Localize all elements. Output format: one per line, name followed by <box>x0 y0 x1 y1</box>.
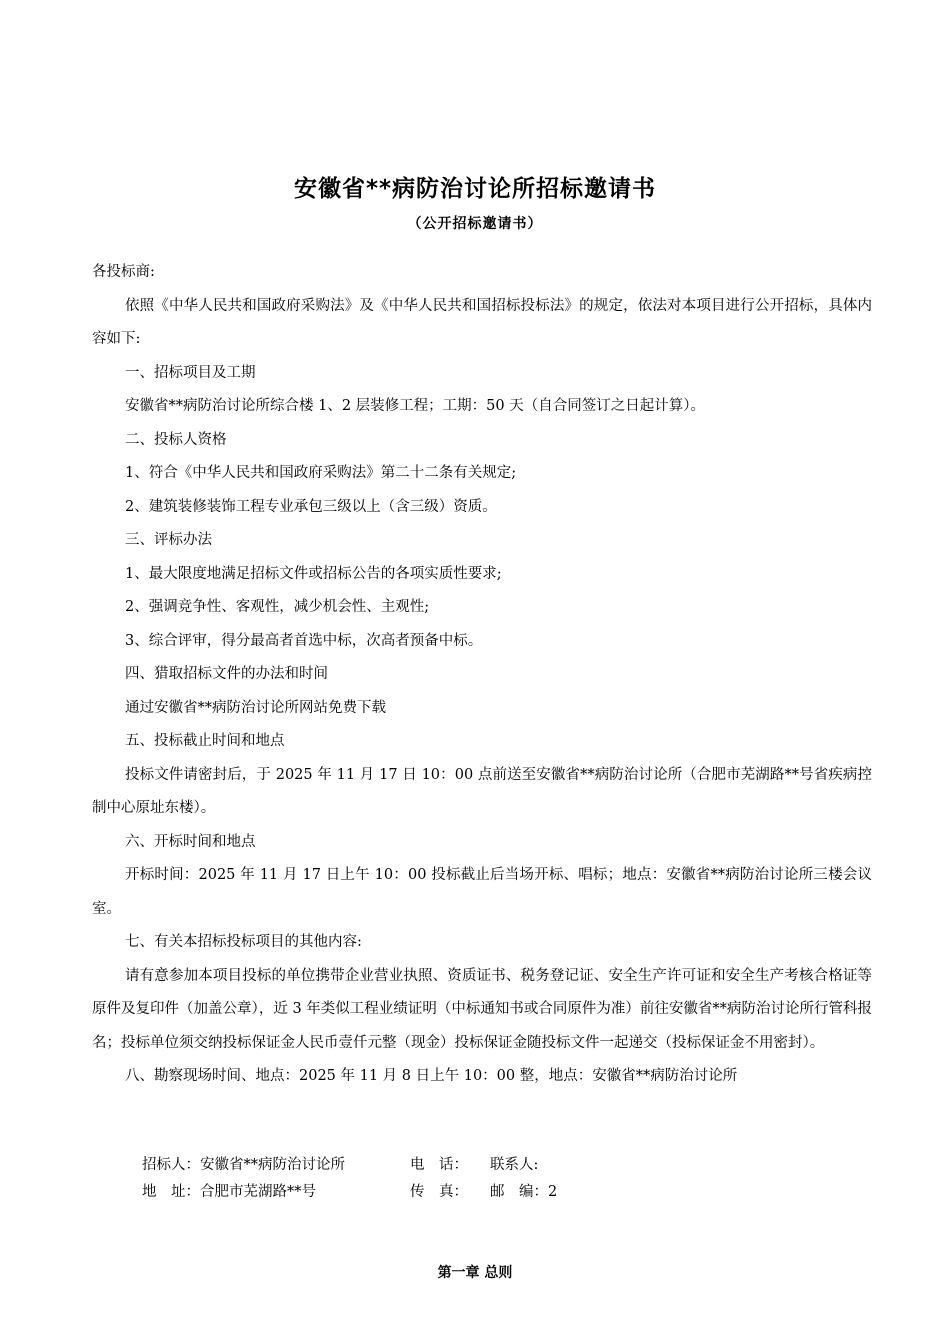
contact-row-2 <box>142 1179 557 1206</box>
section-3-item-3: 3、综合评审，得分最高者首选中标，次高者预备中标。 <box>125 632 483 649</box>
document-title: 安徽省**病防治讨论所招标邀请书 <box>293 176 657 202</box>
section-2-item-2: 2、建筑装修装饰工程专业承包三级以上（含三级）资质。 <box>125 498 497 515</box>
section-4-heading: 四、猎取招标文件的办法和时间 <box>125 666 328 682</box>
section-3-item-1: 1、最大限度地满足招标文件或招标公告的各项实质性要求; <box>125 565 502 582</box>
address-label: 地 址：合肥市芜湖路**号 <box>142 1184 316 1200</box>
section-5-text: 投标文件请密封后，于 2025 年 11 月 17 日 10：00 点前送至安徽省**病防治讨论所（合肥市芜湖路**号省疾病控制中心原址东楼）。 <box>92 766 872 816</box>
tenderer-label: 招标人：安徽省**病防治讨论所 <box>142 1157 345 1173</box>
salutation: 各投标商: <box>92 264 155 280</box>
section-3-item-2: 2、强调竞争性、客观性，减少机会性、主观性; <box>125 599 430 615</box>
section-2-item-1: 1、符合《中华人民共和国政府采购法》第二十二条有关规定; <box>125 465 517 481</box>
phone-label: 电 话： <box>410 1157 468 1173</box>
contact-row-1 <box>142 1152 557 1179</box>
contact-person-label: 联系人: <box>490 1157 539 1173</box>
contact-block <box>142 1152 557 1206</box>
section-1-text: 安徽省**病防治讨论所综合楼 1、2 层装修工程；工期：50 天（自合同签订之日起计算）。 <box>125 398 705 414</box>
fax-label: 传 真： <box>410 1184 468 1200</box>
section-7-text: 请有意参加本项目投标的单位携带企业营业执照、资质证书、税务登记证、安全生产许可证和安全生产考核合格证等原件及复印件（加盖公章），近 3 年类似工程业绩证明（中标通知书或合同原件为准）前往安徽省**病防治讨论所行管科报名；投标单位须交纳投标保证金人民币壹仟元整（现金）投标保证金随投标文件一起递交（投标保证金不用密封）。 <box>92 967 872 1051</box>
section-6-text: 开标时间：2025 年 11 月 17 日上午 10：00 投标截止后当场开标、唱标；地点：安徽省**病防治讨论所三楼会议室。 <box>92 867 872 917</box>
section-6-heading: 六、开标时间和地点 <box>125 833 256 850</box>
section-1-heading: 一、招标项目及工期 <box>125 364 256 381</box>
intro-paragraph: 依照《中华人民共和国政府采购法》及《中华人民共和国招标投标法》的规定，依法对本项目进行公开招标，具体内容如下: <box>92 297 872 347</box>
section-5-heading: 五、投标截止时间和地点 <box>125 733 285 749</box>
section-2-heading: 二、投标人资格 <box>125 431 227 448</box>
section-3-heading: 三、评标办法 <box>125 532 212 548</box>
document-body <box>92 256 872 1094</box>
section-7-heading: 七、有关本招标投标项目的其他内容: <box>125 934 362 950</box>
chapter-heading: 第一章 总则 <box>437 1265 513 1281</box>
section-4-text: 通过安徽省**病防治讨论所网站免费下载 <box>125 699 386 716</box>
section-8-text: 八、勘察现场时间、地点：2025 年 11 月 8 日上午 10：00 整，地点：安徽省**病防治讨论所 <box>125 1068 738 1084</box>
postcode-label: 邮 编：2 <box>490 1184 558 1200</box>
document-subtitle: （公开招标邀请书） <box>407 216 543 232</box>
